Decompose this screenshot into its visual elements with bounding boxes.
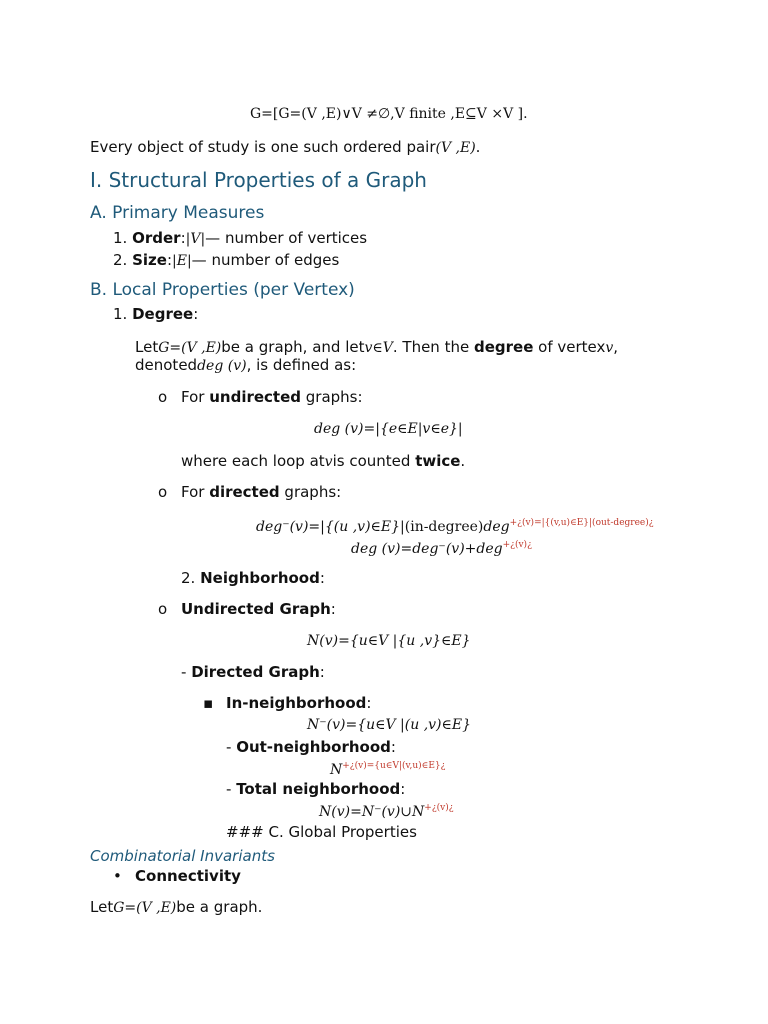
- order-label: Order: [132, 229, 181, 247]
- undirected-graph-label: Undirected Graph: [181, 600, 331, 618]
- order-math: |V|: [185, 231, 206, 247]
- in-degree-label: (in-degree): [404, 519, 484, 535]
- out-degree-math: deg: [483, 519, 510, 535]
- list-number: 2.: [113, 251, 128, 269]
- directed-formula-1: [256, 517, 654, 535]
- text: where each loop at: [181, 452, 325, 470]
- text: ,: [613, 338, 619, 356]
- text: be a graph.: [176, 898, 263, 916]
- in-neighborhood-bullet: ▪: [203, 694, 214, 712]
- separator: :: [180, 229, 186, 247]
- text: denoted: [135, 356, 198, 374]
- connectivity-bold: Connectivity: [135, 867, 241, 885]
- combinatorial-invariants-title: Combinatorial Invariants: [90, 847, 275, 865]
- text: For: [181, 388, 210, 406]
- separator: :: [166, 251, 173, 269]
- separator: :: [319, 663, 325, 681]
- intro-paragraph: [90, 138, 480, 156]
- text: .: [460, 452, 466, 470]
- text: Let: [135, 338, 159, 356]
- loop-note: [181, 452, 465, 470]
- out-neighborhood-sup: +¿(v)={u∈V|(v,u)∈E}¿: [342, 761, 446, 771]
- text: be a graph, and let: [221, 338, 365, 356]
- text: is counted: [332, 452, 416, 470]
- text: For: [181, 483, 210, 501]
- total-degree-sup: +¿(v)¿: [502, 540, 532, 550]
- separator: :: [366, 694, 372, 712]
- math-vertex: v∈V: [364, 340, 393, 356]
- undirected-neighborhood-formula: N(v)={u∈V |{u ,v}∈E}: [307, 633, 471, 649]
- total-degree-math: deg (v)=deg⁻(v)+deg: [351, 541, 503, 557]
- directed-graph-heading: [181, 663, 325, 681]
- text: Let: [90, 898, 114, 916]
- separator: :: [390, 738, 396, 756]
- in-neighborhood-label: In-neighborhood: [226, 694, 367, 712]
- undirected-graph-bullet: o: [158, 600, 168, 618]
- total-neighborhood-formula: [319, 802, 454, 820]
- in-neighborhood-formula: N⁻(v)={u∈V |(u ,v)∈E}: [307, 717, 472, 733]
- list-number: 1.: [113, 305, 128, 323]
- list-item-size: [113, 251, 339, 269]
- total-neighborhood-math: N(v)=N⁻(v)∪N: [319, 804, 425, 820]
- twice-bold: twice: [415, 452, 461, 470]
- out-neighborhood-label: Out-neighborhood: [236, 738, 391, 756]
- global-properties-heading: ### C. Global Properties: [226, 823, 417, 841]
- math-deg: deg (v): [197, 358, 247, 374]
- size-label: Size: [132, 251, 167, 269]
- degree-bold: degree: [473, 338, 534, 356]
- subsection-b-title: B. Local Properties (per Vertex): [90, 280, 355, 300]
- text: graphs:: [301, 388, 363, 406]
- list-item-degree: [113, 305, 198, 323]
- intro-end: .: [475, 138, 481, 156]
- directed-bullet: o: [158, 483, 168, 501]
- text: graphs:: [279, 483, 342, 501]
- list-item-neighborhood: [181, 569, 325, 587]
- size-math: |E|: [172, 253, 192, 269]
- undirected-formula: deg (v)=|{e∈E|v∈e}|: [314, 421, 463, 437]
- undirected-bold: undirected: [209, 388, 301, 406]
- math-v: v: [605, 340, 614, 356]
- directed-bold: directed: [209, 483, 280, 501]
- section1-title: I. Structural Properties of a Graph: [90, 168, 427, 192]
- list-item-order: [113, 229, 367, 247]
- in-degree-math: deg⁻(v)=|{(u ,v)∈E}|: [256, 519, 405, 535]
- undirected-heading: [181, 388, 363, 406]
- math-graph: G=(V ,E): [113, 900, 177, 916]
- degree-definition-line1: [135, 338, 618, 356]
- text: of vertex: [533, 338, 606, 356]
- undirected-graph-heading: [181, 600, 336, 618]
- separator: :: [319, 569, 325, 587]
- separator: :: [330, 600, 336, 618]
- undirected-bullet: o: [158, 388, 168, 406]
- separator: :: [400, 780, 406, 798]
- subsection-a-title: A. Primary Measures: [90, 203, 265, 223]
- list-number: 2.: [181, 569, 196, 587]
- total-neighborhood-heading: [226, 780, 405, 798]
- math-v: v: [324, 454, 333, 470]
- dash: -: [181, 663, 192, 681]
- total-neighborhood-sup: +¿(v)¿: [424, 803, 454, 813]
- connectivity-label: [135, 867, 241, 885]
- out-neighborhood-math: N: [330, 762, 343, 778]
- list-number: 1.: [113, 229, 128, 247]
- order-desc: — number of vertices: [205, 229, 368, 247]
- directed-graph-label: Directed Graph: [191, 663, 320, 681]
- last-paragraph: [90, 898, 262, 916]
- directed-formula-2: [351, 539, 532, 557]
- neighborhood-label: Neighborhood: [200, 569, 320, 587]
- top-formula: G=[G=(V ,E)∨V ≠∅,V finite ,E⊆V ×V ].: [250, 106, 528, 122]
- degree-label: Degree: [132, 305, 194, 323]
- math-graph: G=(V ,E): [158, 340, 222, 356]
- size-desc: — number of edges: [191, 251, 340, 269]
- dash: -: [226, 738, 237, 756]
- separator: :: [193, 305, 199, 323]
- in-neighborhood-heading: [226, 694, 371, 712]
- total-neighborhood-label: Total neighborhood: [236, 780, 401, 798]
- degree-definition-line2: [135, 356, 356, 374]
- intro-text: Every object of study is one such ordered pair: [90, 138, 436, 156]
- out-neighborhood-formula: [330, 760, 445, 778]
- connectivity-bullet: •: [113, 867, 122, 885]
- intro-math: (V ,E): [435, 140, 476, 156]
- out-neighborhood-heading: [226, 738, 396, 756]
- dash: -: [226, 780, 237, 798]
- out-degree-sup: +¿(v)=|{(v,u)∈E}|(out-degree)¿: [509, 518, 654, 528]
- text: , is defined as:: [246, 356, 357, 374]
- text: . Then the: [392, 338, 474, 356]
- directed-heading: [181, 483, 341, 501]
